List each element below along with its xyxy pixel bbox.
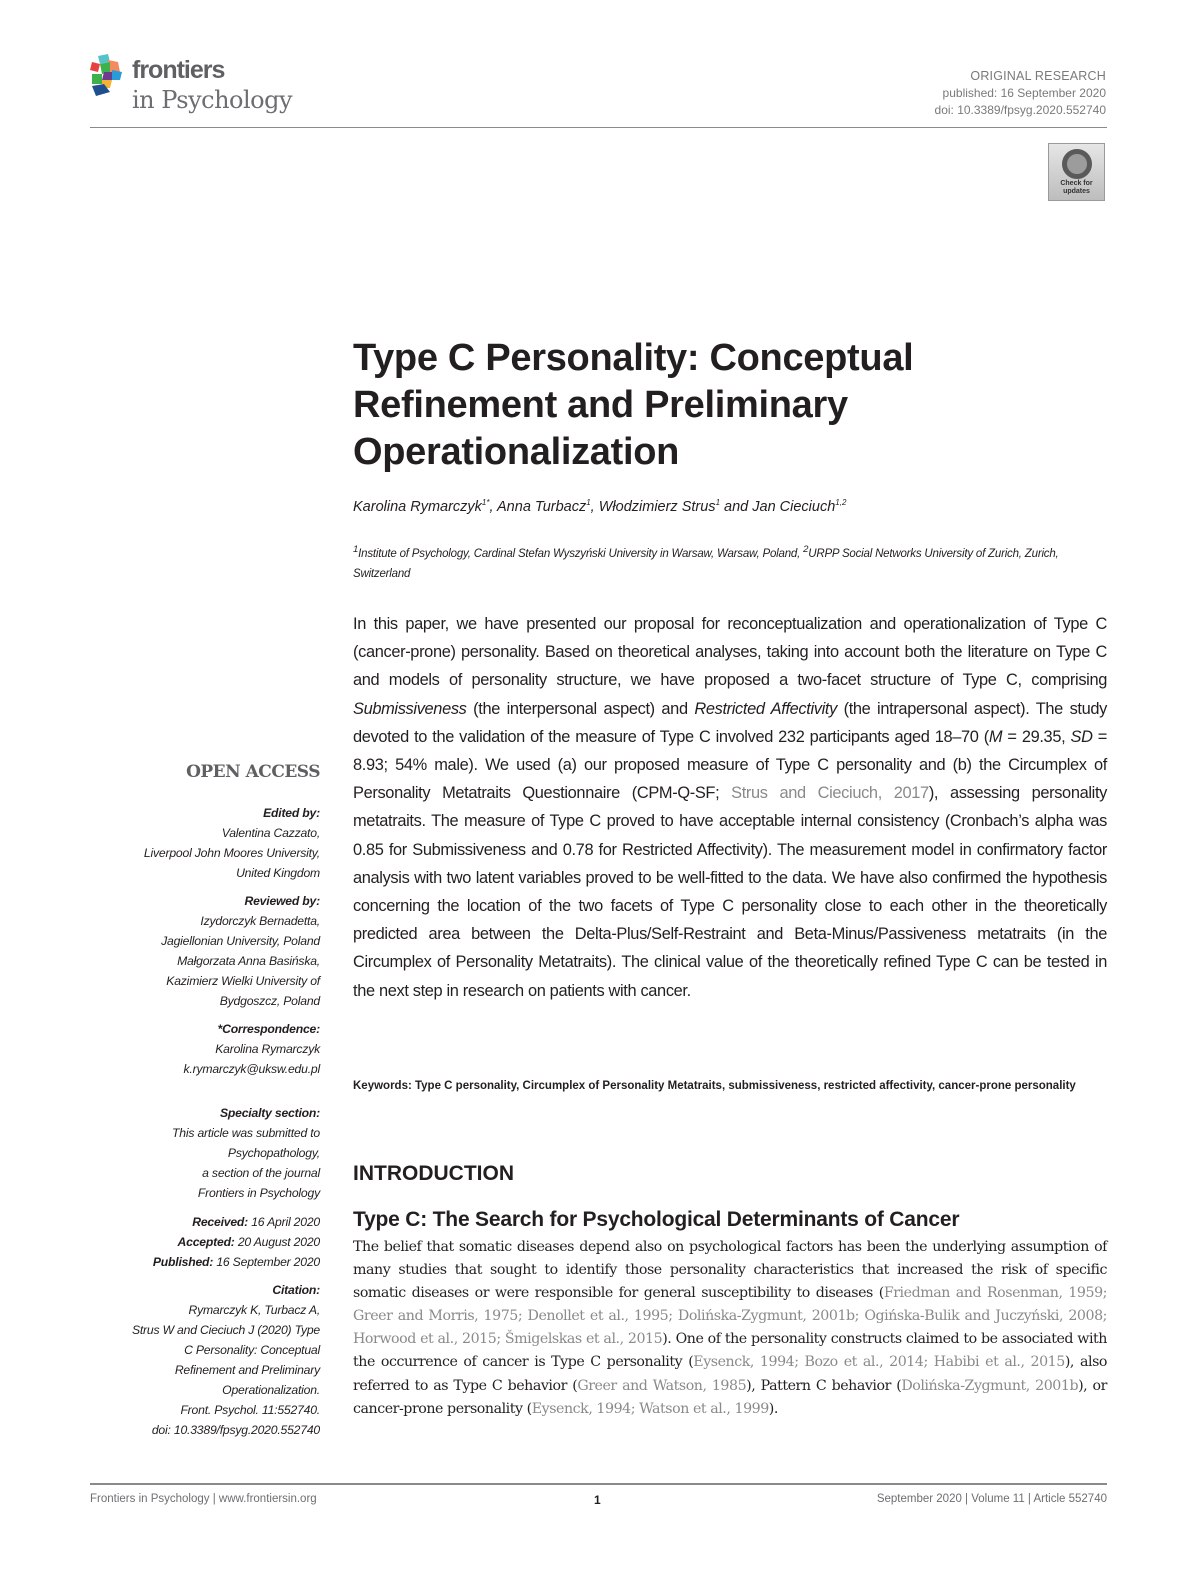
citation-block: Citation: Rymarczyk K, Turbacz A, Strus W and Cieciuch J (2020) Type C Personality: Conceptual Refinement and Preliminary Operationalization. Front. Psychol. 11:552740. doi: 10.3389/fpsyg.2020.552740: [80, 1280, 320, 1440]
citation-link[interactable]: Dolińska-Zygmunt, 2001b: [901, 1377, 1079, 1394]
affiliations: $^1$Institute of Psychology, Cardinal Stefan Wyszyński University in Warsaw, Warsaw, Poland, $^2$URPP Social Networks University of Zurich, Zurich, Switzerland: [353, 544, 1059, 580]
subsection-heading: Type C: The Search for Psychological Determinants of Cancer: [353, 1208, 960, 1231]
article-dates: Received: 16 April 2020 Accepted: 20 August 2020 Published: 16 September 2020: [152, 1215, 320, 1269]
citation-link[interactable]: Friedman and Rosenman, 1959; Greer and Morris, 1975; Denollet et al., 1995; Dolińska-Zygmunt, 2001b; Ogińska-Bulik and Juczyński, 2008; Horwood et al., 2015; Šmigelskas et al., 2015: [353, 1285, 1107, 1348]
author-list: Karolina Rymarczyk$^{1*}$, Anna Turbacz$^1$, Włodzimierz Strus$^1$ and Jan Cieciuch$^{1,2}$: [353, 498, 847, 515]
citation-link[interactable]: Strus and Cieciuch, 2017: [731, 784, 929, 803]
introduction-paragraph: The belief that somatic diseases depend also on psychological factors has been the underlying assumption of many studies that sought to identify those personality characteristics that increased the risk of specific somatic diseases or were responsible for general susceptibility to diseases (Friedman and Rosenman, 1959; Greer and Morris, 1975; Denollet et al., 1995; Dolińska-Zygmunt, 2001b; Ogińska-Bulik and Juczyński, 2008; Horwood et al., 2015; Šmigelskas et al., 2015). One of the personality constructs claimed to be associated with the occurrence of cancer is Type C personality (Eysenck, 1994; Bozo et al., 2014; Habibi et al., 2015), also referred to as Type C behavior (Greer and Watson, 1985), Pattern C behavior (Dolińska-Zygmunt, 2001b), or cancer-prone personality (Eysenck, 1994; Watson et al., 1999).: [353, 1239, 1108, 1417]
footer-volume-info: September 2020 | Volume 11 | Article 552740: [876, 1493, 1107, 1505]
check-for-updates-button[interactable]: Check for updates: [1048, 143, 1105, 201]
published-date: published: 16 September 2020: [942, 86, 1106, 100]
author-name[interactable]: Jan Cieciuch: [752, 498, 836, 515]
author-name[interactable]: Karolina Rymarczyk: [353, 498, 482, 515]
article-meta: [935, 68, 1106, 119]
citation-link[interactable]: Greer and Watson, 1985: [577, 1377, 747, 1394]
author-name[interactable]: Anna Turbacz: [497, 498, 587, 515]
article-type: ORIGINAL RESEARCH: [970, 69, 1106, 83]
article-title: Type C Personality: Conceptual Refinement and Preliminary Operationalization: [353, 337, 914, 473]
journal-logo[interactable]: [90, 50, 320, 122]
journal-name: in Psychology: [132, 86, 293, 114]
correspondence-email[interactable]: k.rymarczyk@uksw.edu.pl: [183, 1062, 320, 1076]
keywords: Keywords: Type C personality, Circumplex of Personality Metatraits, submissiveness, restricted affectivity, cancer-prone personality: [353, 1080, 1076, 1092]
reviewed-by: Reviewed by: Izydorczyk Bernadetta, Jagiellonian University, Poland Małgorzata Anna Basińska, Kazimierz Wielki University of Bydgoszcz, Poland: [161, 894, 320, 1008]
footer-journal-link[interactable]: Frontiers in Psychology | www.frontiersin.org: [90, 1493, 317, 1505]
journal-brand: frontiers: [132, 56, 225, 84]
specialty-section: Specialty section: This article was submitted to Psychopathology, a section of the journal Frontiers in Psychology: [172, 1106, 320, 1200]
article-doi[interactable]: doi: 10.3389/fpsyg.2020.552740: [934, 103, 1106, 117]
frontiers-logo-icon: [90, 54, 130, 96]
section-heading-introduction: INTRODUCTION: [353, 1162, 514, 1185]
abstract: In this paper, we have presented our proposal for reconceptualization and operationalization of Type C (cancer-prone) personality. Based on theoretical analyses, taking into account both the literature on Type C and models of personality structure, we have proposed a two-facet structure of Type C, comprising Submissiveness (the interpersonal aspect) and Restricted Affectivity (the intrapersonal aspect). The study devoted to the validation of the measure of Type C involved 232 participants aged 18–70 (M = 29.35, SD = 8.93; 54% male). We used (a) our proposed measure of Type C personality and (b) the Circumplex of Personality Metatraits Questionnaire (CPM-Q-SF; Strus and Cieciuch, 2017), assessing personality metatraits. The measure of Type C proved to have acceptable internal consistency (Cronbach’s alpha was 0.85 for Submissiveness and 0.78 for Restricted Affectivity). The measurement model in confirmatory factor analysis with two latent variables proved to be well-fitted to the data. We have also confirmed the hypothesis concerning the location of the two facets of Type C personality close to each other in the theoretically predicted area between the Delta-Plus/Self-Restraint and Beta-Minus/Passiveness metatraits (in the Circumplex of Personality Metatraits). The clinical value of the theoretically refined Type C can be tested in the next step in research on patients with cancer.: [353, 615, 1107, 1000]
citation-doi[interactable]: doi: 10.3389/fpsyg.2020.552740: [151, 1423, 320, 1437]
footer-divider: [90, 1483, 1107, 1485]
citation-link[interactable]: Eysenck, 1994; Bozo et al., 2014; Habibi et al., 2015: [693, 1354, 1065, 1371]
page-number: 1: [594, 1493, 601, 1507]
author-name[interactable]: Włodzimierz Strus: [598, 498, 716, 515]
correspondence: *Correspondence: Karolina Rymarczyk k.rymarczyk@uksw.edu.pl: [80, 1019, 320, 1079]
open-access-label: OPEN ACCESS: [186, 762, 320, 782]
crossmark-icon: [1062, 149, 1092, 179]
header-divider: [90, 127, 1107, 128]
citation-link[interactable]: Eysenck, 1994; Watson et al., 1999: [531, 1400, 769, 1417]
edited-by: Edited by: Valentina Cazzato, Liverpool John Moores University, United Kingdom: [143, 806, 320, 880]
